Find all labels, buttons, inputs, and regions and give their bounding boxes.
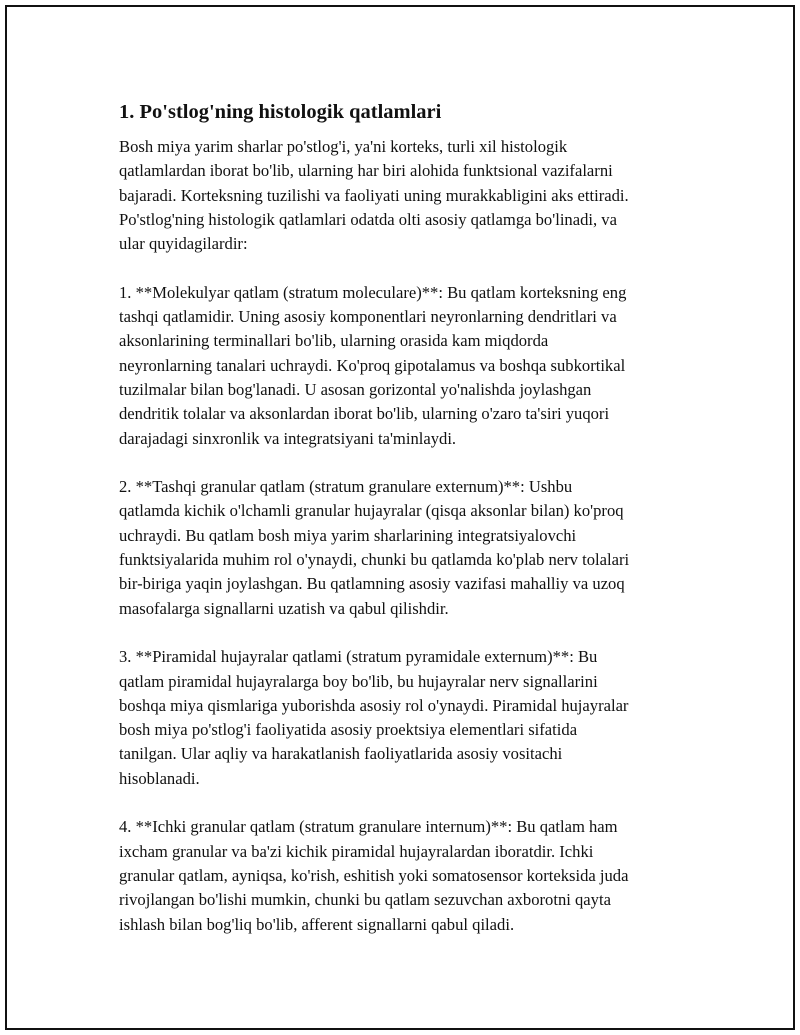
paragraph [119, 815, 699, 936]
paragraph [119, 475, 699, 621]
text-line: bir-biriga yaqin joylashgan. Bu qatlamning asosiy vazifasi mahalliy va uzoq [119, 574, 625, 594]
text-line: tuzilmalar bilan bog'lanadi. U asosan gorizontal yo'nalishda joylashgan [119, 379, 592, 399]
text-line: tashqi qatlamidir. Uning asosiy komponentlari neyronlarning dendritlari va [119, 307, 617, 327]
text-line: masofalarga signallarni uzatish va qabul qilishdir. [119, 598, 449, 618]
text-line: darajadagi sinxronlik va integratsiyani ta'minlaydi. [119, 428, 457, 448]
text-line: boshqa miya qismlariga yuborishda asosiy rol o'ynaydi. Piramidal hujayralar [119, 695, 629, 715]
paragraph-list [119, 135, 699, 937]
document-title: 1. Po'stlog'ning histologik qatlamlari [119, 101, 442, 123]
text-line: dendritik tolalar va aksonlardan iborat bo'lib, ularning o'zaro ta'siri yuqori [119, 404, 610, 424]
text-line: granular qatlam, ayniqsa, ko'rish, eshitish yoki somatosensor korteksida juda [119, 865, 629, 885]
paragraph [119, 135, 699, 256]
text-line: bosh miya po'stlog'i faoliyatida asosiy proektsiya elementlari sifatida [119, 720, 578, 740]
text-line: ishlash bilan bog'liq bo'lib, afferent signallarni qabul qiladi. [119, 914, 515, 934]
paragraph [119, 645, 699, 791]
text-line: 2. **Tashqi granular qatlam (stratum granulare externum)**: Ushbu [119, 477, 573, 497]
text-line: ular quyidagilardir: [119, 234, 248, 254]
text-line: rivojlangan bo'lishi mumkin, chunki bu qatlam sezuvchan axborotni qayta [119, 890, 611, 910]
document-content [119, 99, 699, 937]
text-line: qatlamda kichik o'lchamli granular hujayralar (qisqa aksonlar bilan) ko'proq [119, 501, 624, 521]
text-line: uchraydi. Bu qatlam bosh miya yarim sharlarining integratsiyalovchi [119, 525, 577, 545]
text-line: qatlamlardan iborat bo'lib, ularning har biri alohida funktsional vazifalarni [119, 161, 613, 181]
text-line: Po'stlog'ning histologik qatlamlari odatda olti asosiy qatlamga bo'linadi, va [119, 209, 617, 229]
text-line: funktsiyalarida muhim rol o'ynaydi, chunki bu qatlamda ko'plab nerv tolalari [119, 550, 630, 570]
text-line: aksonlarining terminallari bo'lib, ularning orasida kam miqdorda [119, 331, 549, 351]
paragraph [119, 281, 699, 451]
text-line: qatlam piramidal hujayralarga boy bo'lib, bu hujayralar nerv signallarini [119, 671, 598, 691]
text-line: 1. **Molekulyar qatlam (stratum moleculare)**: Bu qatlam korteksning eng [119, 282, 627, 302]
page-frame [5, 5, 795, 1030]
text-line: bajaradi. Korteksning tuzilishi va faoliyati uning murakkabligini aks ettiradi. [119, 185, 629, 205]
text-line: 4. **Ichki granular qatlam (stratum granulare internum)**: Bu qatlam ham [119, 817, 618, 837]
text-line: tanilgan. Ular aqliy va harakatlanish faoliyatlarida asosiy vositachi [119, 744, 563, 764]
text-line: Bosh miya yarim sharlar po'stlog'i, ya'ni korteks, turli xil histologik [119, 137, 568, 156]
text-line: neyronlarning tanalari uchraydi. Ko'proq gipotalamus va boshqa subkortikal [119, 355, 626, 375]
text-line: 3. **Piramidal hujayralar qatlami (stratum pyramidale externum)**: Bu [119, 647, 598, 667]
text-line: hisoblanadi. [119, 768, 200, 788]
text-line: ixcham granular va ba'zi kichik piramidal hujayralardan iboratdir. Ichki [119, 841, 594, 861]
